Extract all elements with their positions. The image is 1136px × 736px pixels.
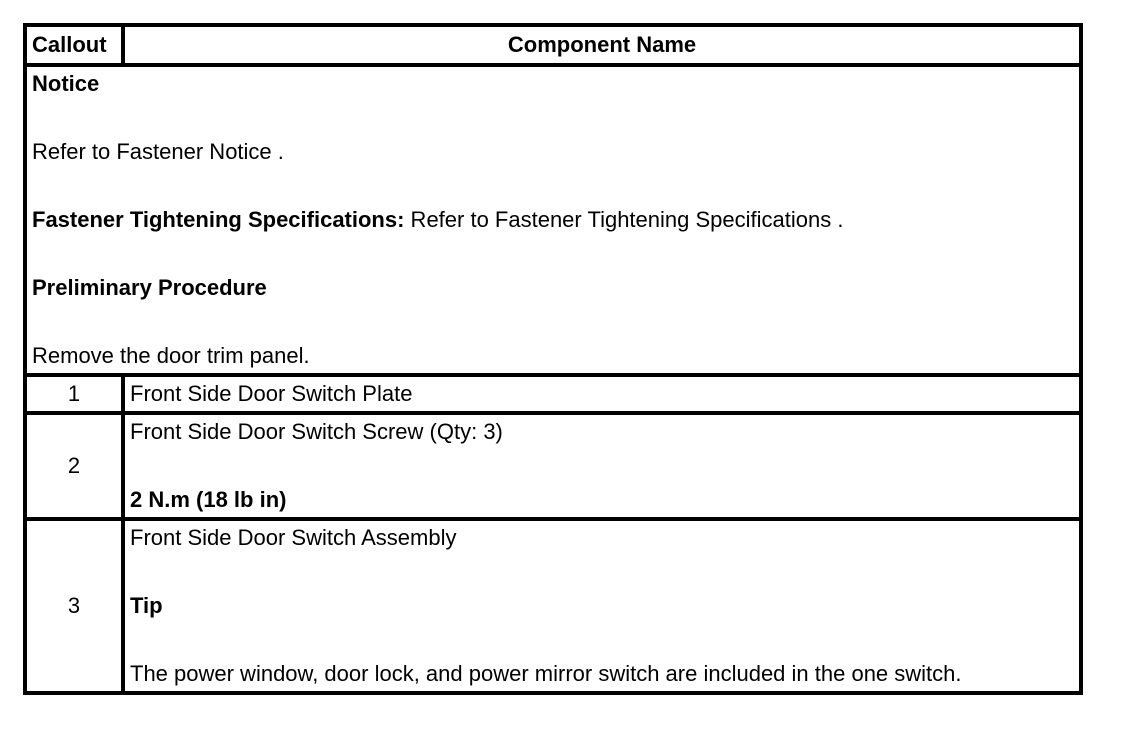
notice-text: Refer to Fastener Notice . xyxy=(32,139,284,164)
table-header-row xyxy=(25,25,1081,65)
tip-text: The power window, door lock, and power mirror switch are included in the one switch. xyxy=(130,661,962,686)
table-row xyxy=(25,413,1081,519)
notice-row xyxy=(25,65,1081,375)
table-row xyxy=(25,375,1081,413)
callout-number: 1 xyxy=(25,375,123,413)
fastener-spec-line xyxy=(32,203,1074,237)
component-name-column-header: Component Name xyxy=(123,25,1081,65)
fastener-spec-label: Fastener Tightening Specifications: xyxy=(32,207,405,232)
callout-number: 3 xyxy=(25,519,123,693)
component-name: Front Side Door Switch Plate xyxy=(123,375,1081,413)
preliminary-procedure-title: Preliminary Procedure xyxy=(32,275,267,300)
tip-title: Tip xyxy=(130,593,163,618)
callout-number: 2 xyxy=(25,413,123,519)
notice-title: Notice xyxy=(32,71,100,96)
fastener-spec-text: Refer to Fastener Tightening Specifications . xyxy=(404,207,844,232)
component-name: Front Side Door Switch Assembly xyxy=(130,525,457,550)
preliminary-procedure-text: Remove the door trim panel. xyxy=(32,343,310,368)
component-cell xyxy=(123,519,1081,693)
callout-column-header: Callout xyxy=(25,25,123,65)
table-row xyxy=(25,519,1081,693)
component-name: Front Side Door Switch Screw (Qty: 3) xyxy=(130,419,503,444)
component-cell xyxy=(123,413,1081,519)
component-table xyxy=(23,23,1083,695)
torque-spec: 2 N.m (18 lb in) xyxy=(130,487,287,512)
notice-cell xyxy=(25,65,1081,375)
